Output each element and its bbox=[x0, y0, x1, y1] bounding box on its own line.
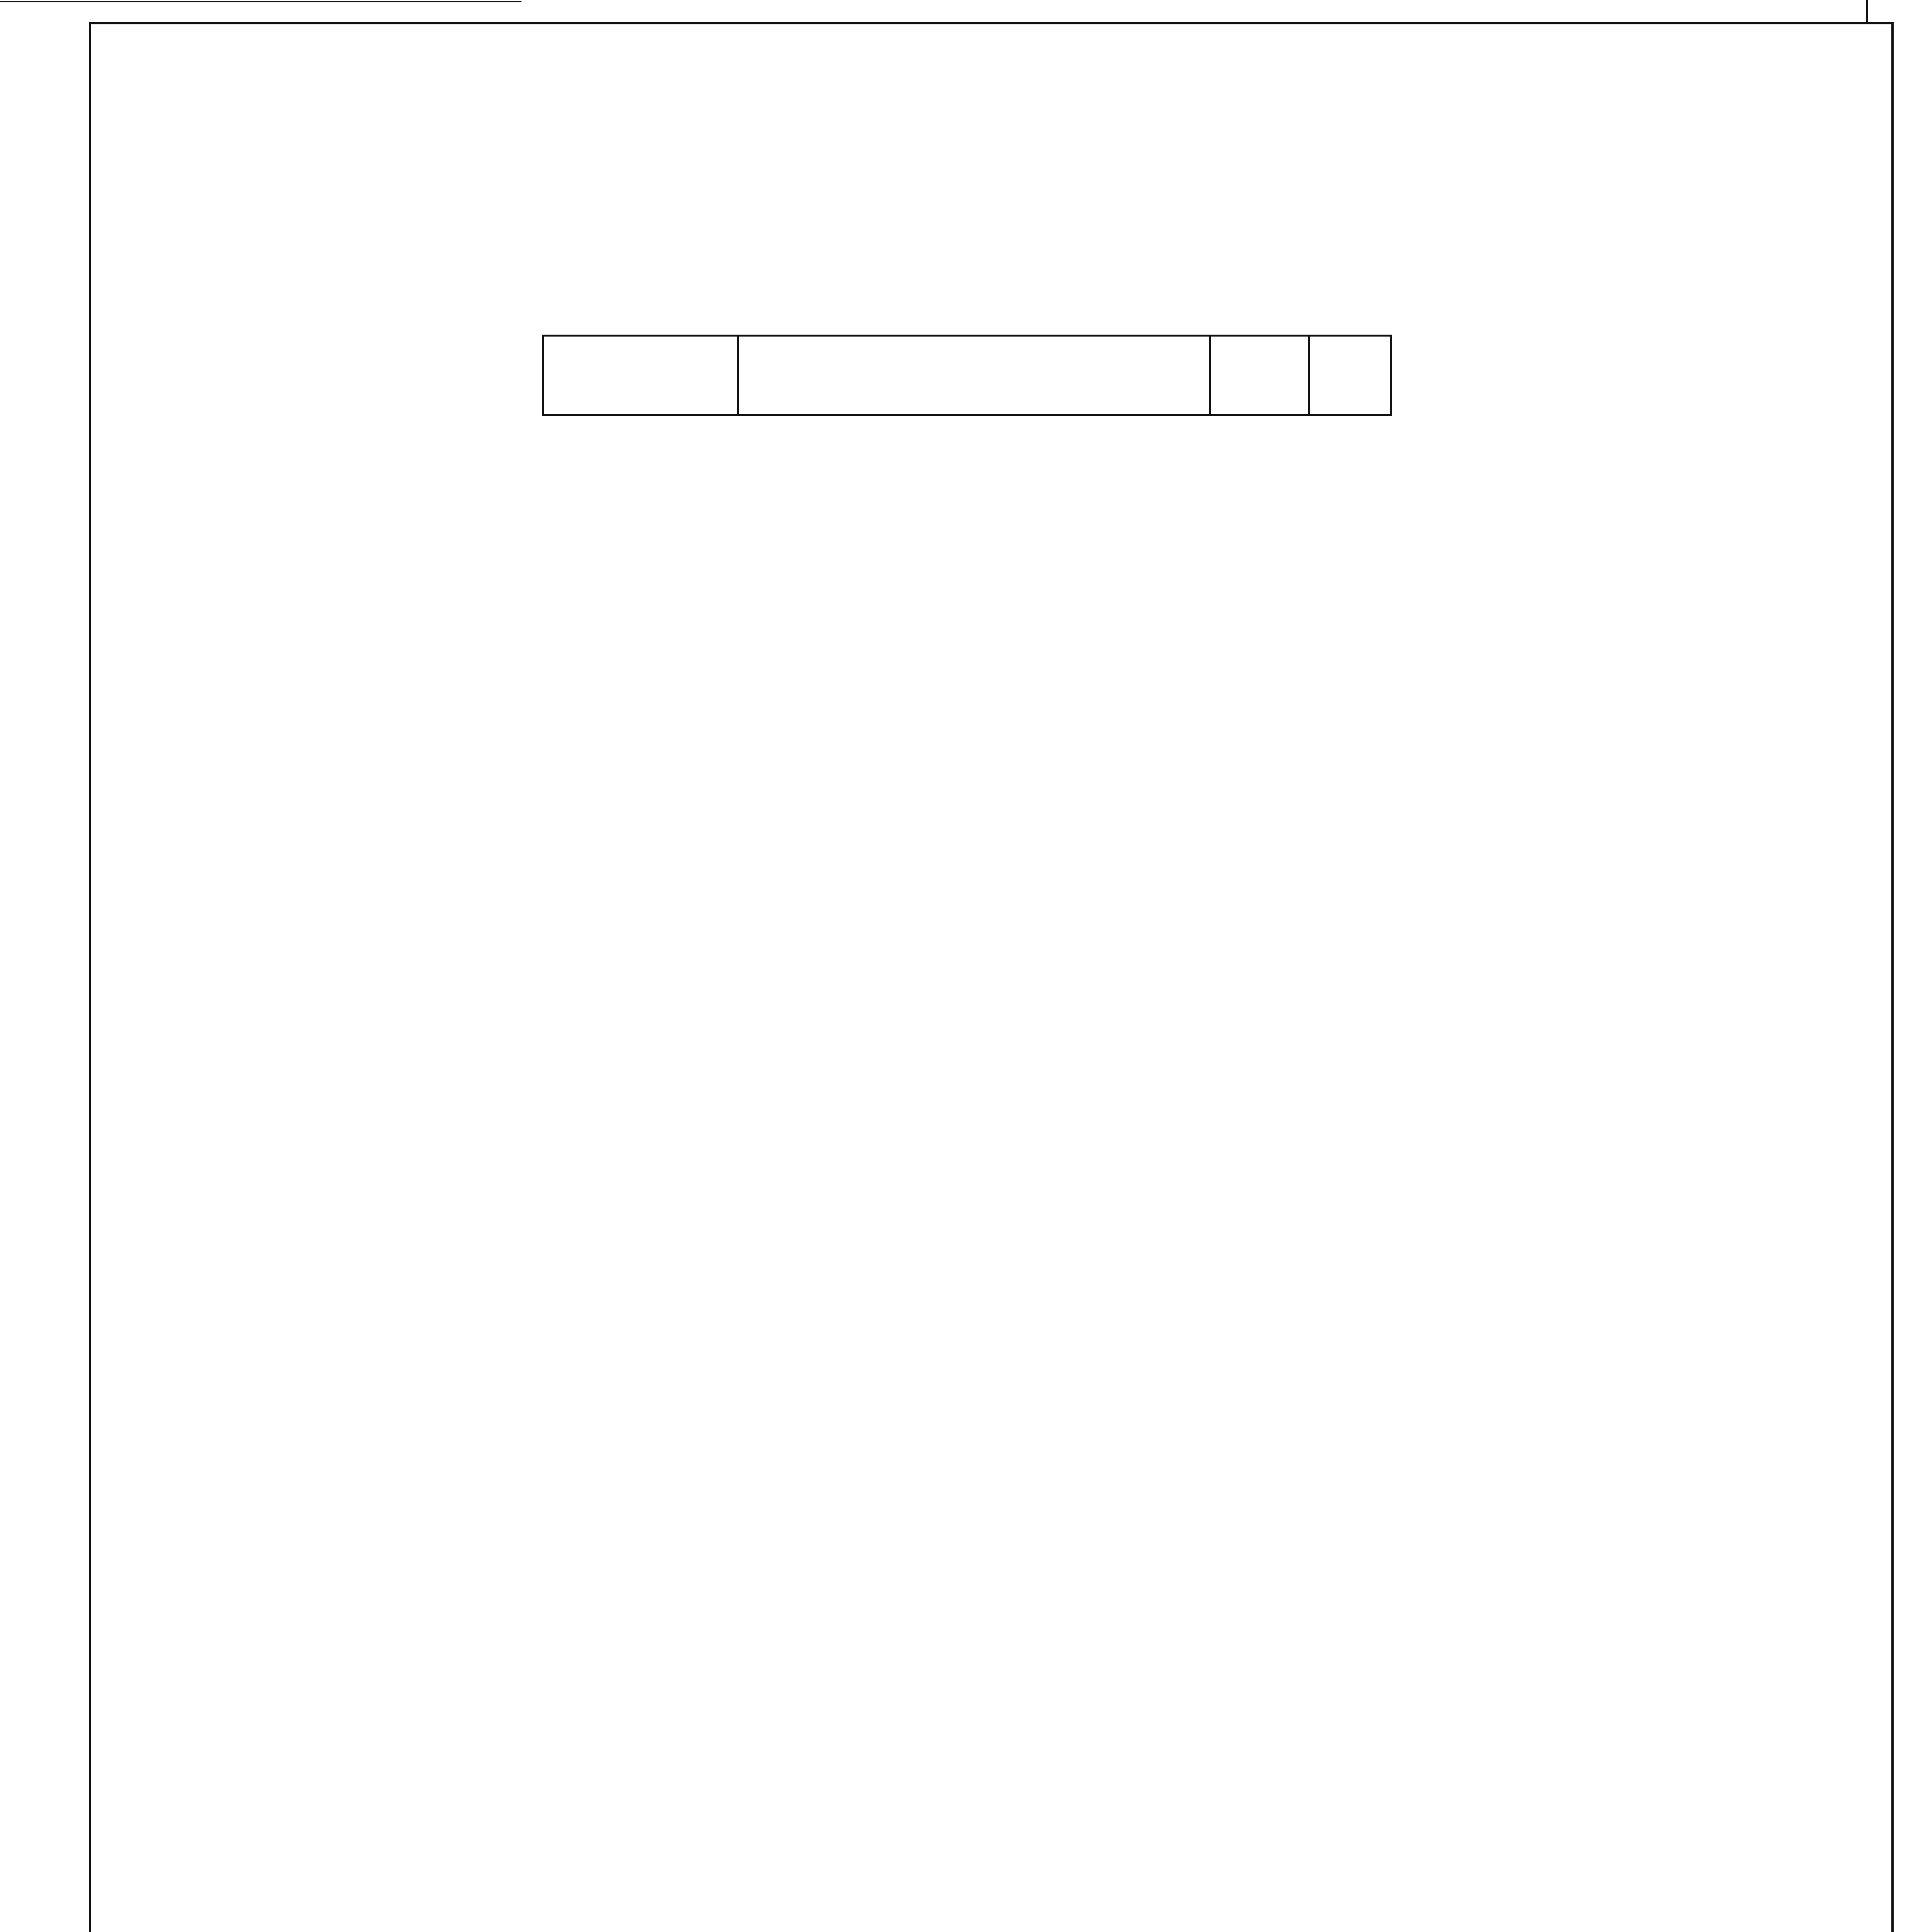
contents-table bbox=[542, 335, 1392, 416]
header-name bbox=[738, 336, 1210, 415]
drawing-frame bbox=[89, 22, 1894, 1932]
header-page bbox=[1210, 336, 1309, 415]
page-number-box bbox=[1866, 0, 1901, 22]
header-note bbox=[1309, 336, 1391, 415]
top-border-line bbox=[0, 1, 522, 2]
header-designation bbox=[543, 336, 738, 415]
table-header-row bbox=[543, 336, 1391, 415]
side-project-note bbox=[12, 73, 97, 560]
